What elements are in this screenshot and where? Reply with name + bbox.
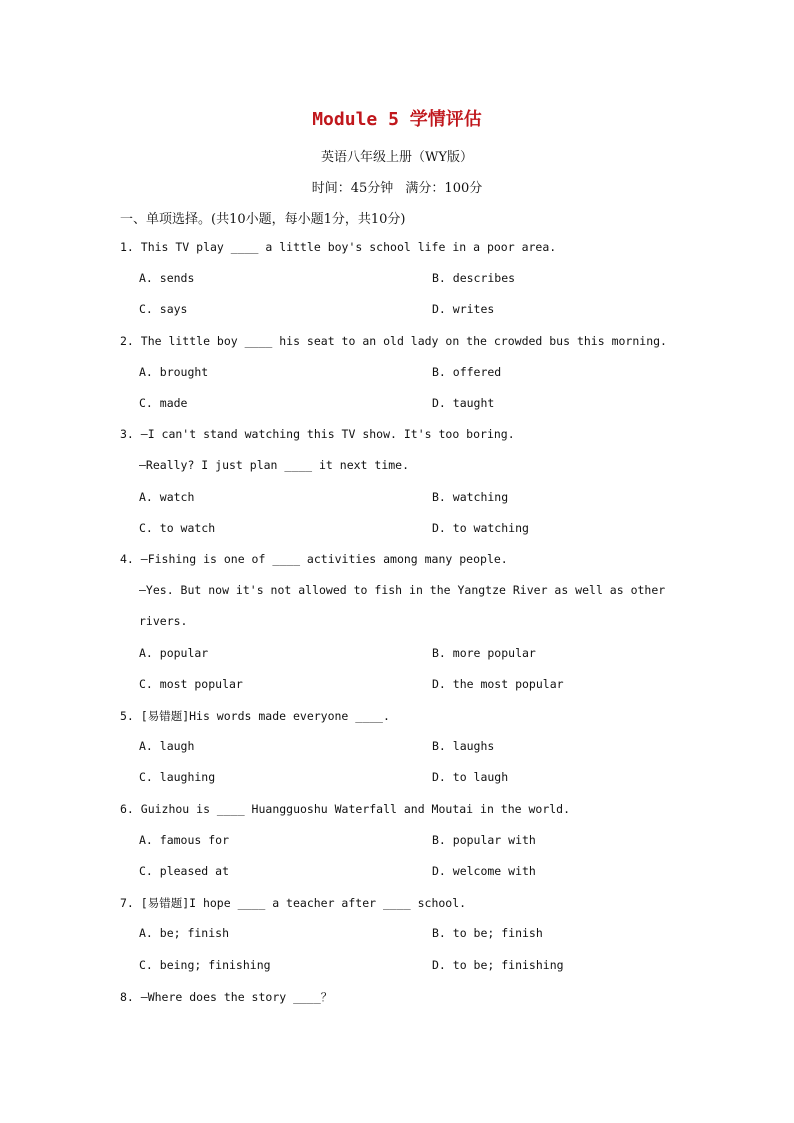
option-b: B. popular with: [432, 833, 536, 847]
question-dialogue-line: —Really? I just plan ____ it next time.: [139, 458, 410, 472]
option-a: A. popular: [139, 646, 209, 660]
option-d: D. to watching: [432, 521, 529, 535]
option-b: B. describes: [432, 271, 516, 285]
option-c: C. laughing: [139, 770, 216, 784]
option-c: C. most popular: [139, 677, 243, 691]
option-a: A. brought: [139, 365, 209, 379]
option-c: C. being; finishing: [139, 958, 271, 972]
option-d: D. to be; finishing: [432, 958, 564, 972]
exam-time: 时间：45分钟: [311, 181, 394, 196]
option-a: A. watch: [139, 490, 195, 504]
question-dialogue-line: —Yes. But now it's not allowed to fish in the Yangtze River as well as other: [139, 583, 666, 597]
page-title: Module 5 学情评估: [312, 109, 482, 130]
option-d: D. the most popular: [432, 677, 564, 691]
option-c: C. says: [139, 302, 188, 316]
question-stem: 5. [易错题]His words made everyone ____.: [120, 709, 390, 723]
page-subtitle: 英语八年级上册（WY版）: [321, 150, 473, 165]
option-b: B. to be; finish: [432, 926, 543, 940]
option-b: B. more popular: [432, 646, 536, 660]
question-stem: 3. —I can't stand watching this TV show. It's too boring.: [120, 427, 515, 441]
option-d: D. taught: [432, 396, 495, 410]
option-d: D. writes: [432, 302, 495, 316]
section-heading: 一、单项选择。(共10小题，每小题1分，共10分): [120, 212, 406, 227]
question-stem: 1. This TV play ____ a little boy's school life in a poor area.: [120, 240, 557, 254]
option-c: C. to watch: [139, 521, 216, 535]
option-a: A. laugh: [139, 739, 195, 753]
exam-info: [0, 177, 794, 196]
exam-score: 满分：100分: [405, 181, 483, 196]
option-b: B. offered: [432, 365, 502, 379]
option-c: C. made: [139, 396, 188, 410]
option-b: B. laughs: [432, 739, 495, 753]
option-d: D. welcome with: [432, 864, 536, 878]
question-stem: 4. —Fishing is one of ____ activities among many people.: [120, 552, 508, 566]
option-a: A. sends: [139, 271, 195, 285]
question-stem: 8. —Where does the story ____？: [120, 990, 333, 1004]
question-dialogue-line: rivers.: [139, 614, 188, 628]
option-b: B. watching: [432, 490, 509, 504]
question-stem: 6. Guizhou is ____ Huangguoshu Waterfall and Moutai in the world.: [120, 802, 571, 816]
option-d: D. to laugh: [432, 770, 509, 784]
question-stem: 7. [易错题]I hope ____ a teacher after ____ school.: [120, 896, 467, 910]
option-c: C. pleased at: [139, 864, 230, 878]
question-stem: 2. The little boy ____ his seat to an old lady on the crowded bus this morning.: [120, 334, 667, 348]
option-a: A. be; finish: [139, 926, 230, 940]
option-a: A. famous for: [139, 833, 230, 847]
